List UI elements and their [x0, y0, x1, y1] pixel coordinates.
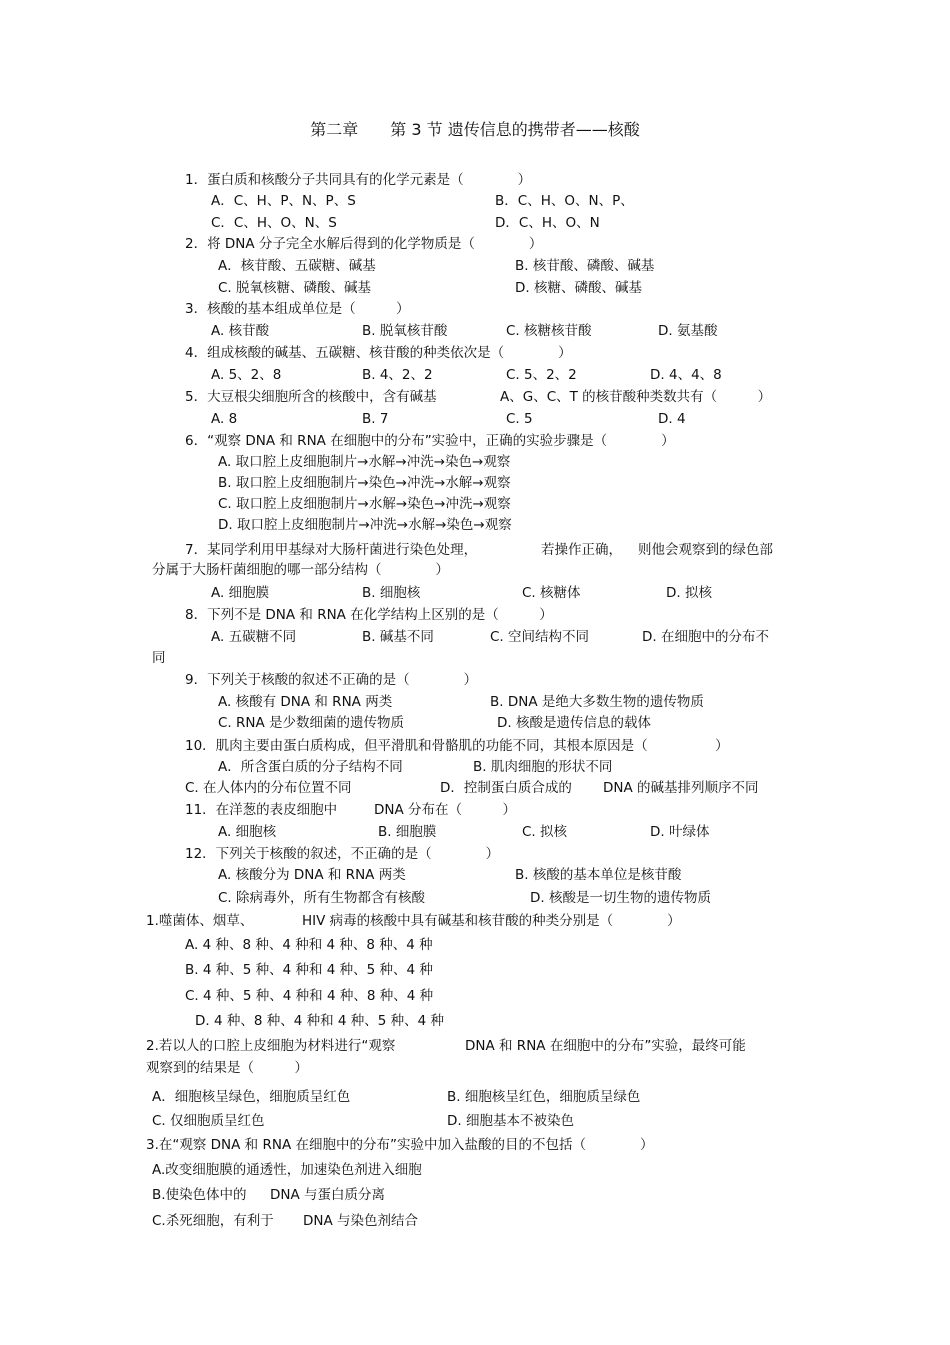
option-c: C．C、H、O、N、S	[211, 215, 337, 231]
option-a: A. 细胞膜	[211, 585, 270, 601]
option-c-cont: DNA 与染色剂结合	[303, 1213, 419, 1229]
extra-question-1-cont: HIV 病毒的核酸中具有碱基和核苷酸的种类分别是（ ）	[302, 913, 681, 929]
question-7-cont: 若操作正确，	[541, 542, 622, 558]
option-c: C. 在人体内的分布位置不同	[185, 780, 352, 796]
question-5: 5．大豆根尖细胞所含的核酸中，含有碱基	[185, 389, 437, 405]
option-b: B. 细胞核	[362, 585, 421, 601]
option-b: B. 细胞膜	[378, 824, 437, 840]
question-1: 1．蛋白质和核酸分子共同具有的化学元素是（ ）	[185, 172, 532, 188]
question-7-cont: 分属于大肠杆菌细胞的哪一部分结构（ ）	[152, 562, 449, 578]
option-a: A．核苷酸、五碳糖、碱基	[218, 258, 376, 274]
option-d: D. 取口腔上皮细胞制片→冲洗→水解→染色→观察	[218, 517, 512, 533]
option-a: A. 8	[211, 411, 238, 427]
option-d: D. 拟核	[666, 585, 712, 601]
option-a: A. 核酸分为 DNA 和 RNA 两类	[218, 867, 406, 883]
question-2: 2．将 DNA 分子完全水解后得到的化学物质是（ ）	[185, 236, 543, 252]
option-d: D．控制蛋白质合成的	[440, 780, 572, 796]
extra-question-1: 1.噬菌体、烟草、	[146, 913, 254, 929]
option-d: D. 4 种、8 种、4 种和 4 种、5 种、4 种	[195, 1013, 445, 1029]
option-a: A. 细胞核	[218, 824, 277, 840]
question-6: 6．“观察 DNA 和 RNA 在细胞中的分布”实验中，正确的实验步骤是（ ）	[185, 433, 675, 449]
extra-question-2-cont: 观察到的结果是（ ）	[146, 1060, 308, 1076]
extra-question-2: 2.若以人的口腔上皮细胞为材料进行“观察	[146, 1038, 396, 1054]
option-c: C. RNA 是少数细菌的遗传物质	[218, 715, 405, 731]
option-d: D. 4	[658, 411, 686, 427]
option-c: C. 除病毒外，所有生物都含有核酸	[218, 890, 426, 906]
question-5-cont: A、G、C、T 的核苷酸种类数共有（ ）	[500, 389, 772, 405]
option-a: A.改变细胞膜的通透性，加速染色剂进入细胞	[152, 1162, 422, 1178]
option-a: A．细胞核呈绿色，细胞质呈红色	[152, 1089, 351, 1105]
extra-question-3: 3.在“观察 DNA 和 RNA 在细胞中的分布”实验中加入盐酸的目的不包括（ ）	[146, 1137, 654, 1153]
option-a: A. 取口腔上皮细胞制片→水解→冲洗→染色→观察	[218, 454, 511, 470]
option-b: B. 4 种、5 种、4 种和 4 种、5 种、4 种	[185, 962, 433, 978]
option-c: C. 核糖核苷酸	[506, 323, 592, 339]
option-d: D. 细胞基本不被染色	[447, 1113, 574, 1129]
option-a: A. 核苷酸	[211, 323, 270, 339]
option-c: C. 拟核	[522, 824, 568, 840]
option-c: C. 仅细胞质呈红色	[152, 1113, 265, 1129]
question-3: 3．核酸的基本组成单位是（ ）	[185, 301, 410, 317]
option-a: A. 5、2、8	[211, 367, 282, 383]
option-d: D. 在细胞中的分布不	[642, 629, 769, 645]
option-d-cont: DNA 的碱基排列顺序不同	[603, 780, 759, 796]
option-d: D. 4、4、8	[650, 367, 722, 383]
option-b: B. 核酸的基本单位是核苷酸	[515, 867, 682, 883]
option-c: C. 4 种、5 种、4 种和 4 种、8 种、4 种	[185, 988, 434, 1004]
option-c: C. 取口腔上皮细胞制片→水解→染色→冲洗→观察	[218, 496, 511, 512]
option-c: C. 5	[506, 411, 533, 427]
option-b: B. 取口腔上皮细胞制片→染色→冲洗→水解→观察	[218, 475, 511, 491]
option-b: B. 4、2、2	[362, 367, 433, 383]
option-a: A. 核酸有 DNA 和 RNA 两类	[218, 694, 393, 710]
option-b: B. 肌肉细胞的形状不同	[473, 759, 613, 775]
option-d: D．C、H、O、N	[495, 215, 600, 231]
option-a: A．所含蛋白质的分子结构不同	[218, 759, 403, 775]
option-c: C. 5、2、2	[506, 367, 577, 383]
option-b: B. 7	[362, 411, 389, 427]
option-d: D. 氨基酸	[658, 323, 718, 339]
option-c: C.杀死细胞，有利于	[152, 1213, 274, 1229]
option-b: B. 细胞核呈红色，细胞质呈绿色	[447, 1089, 641, 1105]
option-a: A．C、H、P、N、P、S	[211, 193, 356, 209]
option-b: B. 核苷酸、磷酸、碱基	[515, 258, 655, 274]
question-10: 10．肌肉主要由蛋白质构成，但平滑肌和骨骼肌的功能不同，其根本原因是（ ）	[185, 738, 729, 754]
option-d-cont: 同	[152, 650, 166, 666]
extra-question-2-cont: DNA 和 RNA 在细胞中的分布”实验，最终可能	[465, 1038, 746, 1054]
option-c: C. 空间结构不同	[490, 629, 590, 645]
option-b: B. 碱基不同	[362, 629, 434, 645]
option-c: C. 核糖体	[522, 585, 581, 601]
question-9: 9．下列关于核酸的叙述不正确的是（ ）	[185, 672, 478, 688]
option-d: D. 核糖、磷酸、碱基	[515, 280, 642, 296]
question-11-cont: DNA 分布在（ ）	[374, 802, 517, 818]
option-d: D. 叶绿体	[650, 824, 710, 840]
question-7: 7．某同学利用甲基绿对大肠杆菌进行染色处理，	[185, 542, 478, 558]
option-b: B．C、H、O、N、P、	[495, 193, 634, 209]
question-8: 8．下列不是 DNA 和 RNA 在化学结构上区别的是（ ）	[185, 607, 553, 623]
option-b: B. DNA 是绝大多数生物的遗传物质	[490, 694, 704, 710]
option-a: A. 4 种、8 种、4 种和 4 种、8 种、4 种	[185, 937, 433, 953]
option-b-cont: DNA 与蛋白质分离	[270, 1187, 386, 1203]
question-11: 11．在洋葱的表皮细胞中	[185, 802, 338, 818]
page-title: 第二章 第 3 节 遗传信息的携带者——核酸	[310, 120, 640, 139]
option-c: C. 脱氧核糖、磷酸、碱基	[218, 280, 372, 296]
option-b: B. 脱氧核苷酸	[362, 323, 448, 339]
option-b: B.使染色体中的	[152, 1187, 247, 1203]
option-d: D. 核酸是遗传信息的载体	[497, 715, 651, 731]
question-12: 12．下列关于核酸的叙述，不正确的是（ ）	[185, 846, 500, 862]
option-a: A. 五碳糖不同	[211, 629, 297, 645]
option-d: D. 核酸是一切生物的遗传物质	[530, 890, 711, 906]
question-4: 4．组成核酸的碱基、五碳糖、核苷酸的种类依次是（ ）	[185, 345, 572, 361]
question-7-cont: 则他会观察到的绿色部	[638, 542, 773, 558]
